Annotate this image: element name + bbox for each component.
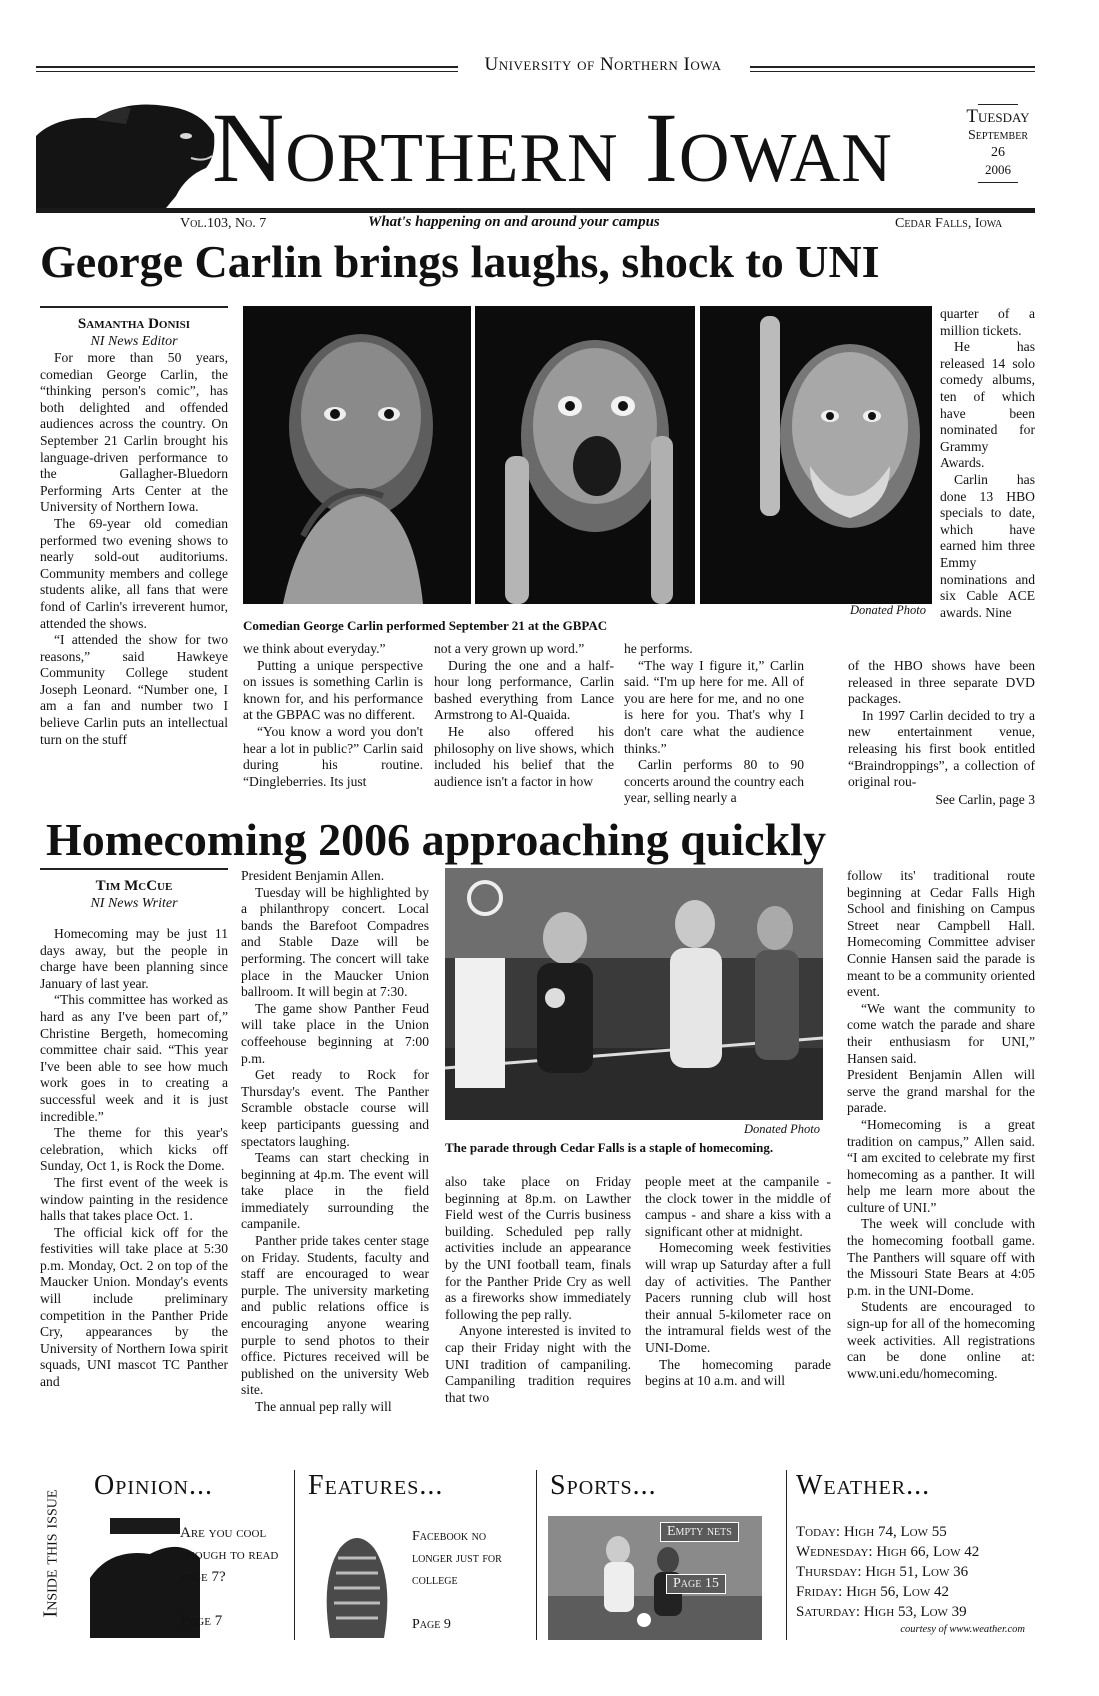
carlin-photo-credit: Donated Photo bbox=[850, 603, 927, 617]
volume-number: Vol.103, No. 7 bbox=[180, 216, 267, 231]
carlin-byline-title: NI News Editor bbox=[90, 334, 178, 349]
sports-banner: Empty nets bbox=[660, 1522, 739, 1542]
article-paragraph: In 1997 Carlin decided to try a new entertainment venue, releasing his first book entitled “Braindroppings”, a collection of original rou- bbox=[848, 707, 1035, 790]
sports-teaser[interactable] bbox=[542, 1466, 778, 1646]
issue-date-number: 26 bbox=[991, 145, 1005, 160]
opinion-line: page 7? bbox=[180, 1569, 226, 1585]
article-paragraph: follow its' traditional route beginning at Cedar Falls High School and finishing on Campus Street near Campbell Hall. Homecoming Committee adviser Connie Hansen said the parade is meant to be a community oriented event. bbox=[847, 868, 1035, 1000]
homecoming-col-3 bbox=[445, 1174, 631, 1406]
article-paragraph: Homecoming may be just 11 days away, but the people in charge have been planning since January of last year. bbox=[40, 926, 228, 991]
weather-row: Saturday: High 53, Low 39 bbox=[796, 1604, 967, 1620]
article-paragraph: Get ready to Rock for Thursday's event. The Panther Scramble obstacle course will keep participants guessing and spectators laughing. bbox=[241, 1067, 429, 1149]
article-paragraph: The official kick off for the festivities will take place at 5:30 p.m. Monday, Oct. 2 on top of the Maucker Union. Monday's events will include preliminary competition in the Panther Pride Cry, appearances by the University of Northern Iowa spirit squads, UNI mascot TC Panther and bbox=[40, 1224, 228, 1390]
article-paragraph: Carlin performs 80 to 90 concerts around the country each year, selling nearly a bbox=[624, 757, 804, 806]
homecoming-byline-name: Tim McCue bbox=[95, 878, 173, 894]
article-paragraph: The first event of the week is window painting in the residence halls that takes place Oct. 1. bbox=[40, 1174, 228, 1224]
article-paragraph: Carlin has done 13 HBO specials to date, which have earned him three Emmy nominations and six Cable ACE awards. Nine bbox=[940, 471, 1035, 620]
article-paragraph: “You know a word you don't hear a lot in public?” Carlin said during his routine. “Dingleberries. Its just bbox=[243, 723, 423, 789]
homecoming-headline: Homecoming 2006 approaching quickly bbox=[46, 814, 826, 865]
homecoming-col-5 bbox=[847, 868, 1035, 1382]
carlin-col-1 bbox=[40, 306, 228, 748]
masthead-rule-left-thin bbox=[36, 71, 458, 72]
inside-label-text: Inside this issue bbox=[39, 1489, 62, 1618]
article-paragraph: The annual pep rally will bbox=[255, 1399, 392, 1414]
issue-year: 2006 bbox=[985, 162, 1011, 177]
weather-title: Weather... bbox=[796, 1470, 931, 1501]
homecoming-photo-caption: The parade through Cedar Falls is a staple of homecoming. bbox=[445, 1140, 774, 1155]
article-paragraph: people meet at the campanile - the clock tower in the middle of campus - and share a kiss with a significant other at midnight. bbox=[645, 1174, 831, 1239]
teaser-divider bbox=[294, 1470, 295, 1640]
carlin-jump-line: See Carlin, page 3 bbox=[935, 791, 1035, 807]
sports-page: Page 15 bbox=[666, 1574, 726, 1594]
article-paragraph: The homecoming parade begins at 10 a.m. and will bbox=[645, 1356, 831, 1389]
weather-forecast bbox=[796, 1522, 979, 1622]
article-paragraph: He also offered his philosophy on live shows, which included his belief that the audience isn't a factor in how bbox=[434, 723, 614, 789]
weather-row: Friday: High 56, Low 42 bbox=[796, 1584, 949, 1600]
location: Cedar Falls, Iowa bbox=[895, 216, 1003, 231]
article-paragraph: “Homecoming is a great tradition on campus,” Allen said. “I am excited to celebrate my first homecoming as a panther. It will help me learn more about the culture of UNI.” bbox=[847, 1116, 1035, 1215]
article-paragraph: not a very grown up word.” bbox=[434, 641, 585, 656]
article-paragraph: The game show Panther Feud will take place in the Union coffeehouse beginning at 7:00 p.m. bbox=[241, 1000, 429, 1066]
weather-row: Today: High 74, Low 55 bbox=[796, 1524, 947, 1540]
article-paragraph: Teams can start checking in beginning at 4p.m. The event will take place in the field immediately surrounding the campanile. bbox=[241, 1150, 429, 1232]
article-paragraph: Putting a unique perspective on issues is something Carlin is known for, and his performance at the GBPAC was no different. bbox=[243, 657, 423, 723]
issue-day: Tuesday bbox=[966, 106, 1030, 127]
article-paragraph: Students are encouraged to sign-up for all of the homecoming week activities. All registrations can be done online at: www.uni.edu/homecoming. bbox=[847, 1299, 1035, 1381]
article-paragraph: Anyone interested is invited to cap their Friday night with the UNI tradition of campaniling. Campaniling tradition requires that two bbox=[445, 1323, 631, 1405]
article-paragraph: The theme for this year's celebration, which kicks off Sunday, Oct 1, is Rock the Dome. bbox=[40, 1125, 228, 1174]
opinion-teaser-text bbox=[180, 1522, 278, 1632]
features-title: Features... bbox=[308, 1470, 444, 1501]
article-paragraph: we think about everyday.” bbox=[243, 641, 386, 656]
article-paragraph: During the one and a half-hour long performance, Carlin bashed everything from Lance Armstrong to Al-Quaida. bbox=[434, 657, 614, 723]
masthead-bottom-rule bbox=[36, 208, 1035, 213]
features-image bbox=[310, 1518, 404, 1638]
article-paragraph: For more than 50 years, comedian George Carlin, the “thinking person's comic”, has both delighted and offended audiences across the country. On September 21 Carlin brought his language-driven performance to the Gallagher-Bluedorn Performing Arts Center at the University of Northern Iowa. bbox=[40, 350, 228, 515]
article-paragraph: “I attended the show for two reasons,” said Hawkeye Community College student Joseph Leonard. “Number one, I am a fan and number two I believe Carlin puts an intellectual turn on the stuff bbox=[40, 632, 228, 747]
university-name: University of Northern Iowa bbox=[484, 54, 722, 75]
weather-row: Wednesday: High 66, Low 42 bbox=[796, 1544, 980, 1560]
article-paragraph: also take place on Friday beginning at 8p.m. on Lawther Field west of the Curris business building. Scheduled pep rally activities include an appearance by the UNI football team, finals for the Panther Pride Cry as well as a fireworks show immediately following the pep rally. bbox=[445, 1174, 631, 1322]
panther-logo bbox=[36, 96, 216, 208]
carlin-col-3 bbox=[434, 641, 614, 790]
carlin-photo-1 bbox=[243, 306, 471, 604]
article-paragraph: Panther pride takes center stage on Friday. Students, faculty and staff are encouraged to wear purple. The university marketing and public relations office is encouraging anyone wearing purple to send photos to their office. Pictures received will be published on the university Web site. bbox=[241, 1233, 429, 1398]
teaser-divider bbox=[786, 1470, 787, 1640]
features-teaser[interactable] bbox=[300, 1466, 530, 1646]
opinion-line: Are you cool bbox=[180, 1525, 267, 1541]
carlin-headline: George Carlin brings laughs, shock to UNI bbox=[40, 236, 880, 287]
features-page: Page 9 bbox=[412, 1617, 451, 1632]
homecoming-photo-credit: Donated Photo bbox=[744, 1122, 821, 1136]
features-line: Facebook no bbox=[412, 1529, 487, 1544]
weather-courtesy: courtesy of www.weather.com bbox=[900, 1624, 1025, 1635]
newspaper-title: Northern Iowan bbox=[212, 92, 893, 203]
opinion-page: Page 7 bbox=[180, 1613, 223, 1629]
inside-this-issue-label bbox=[36, 1466, 66, 1646]
features-line: college bbox=[412, 1573, 458, 1588]
article-paragraph: President Benjamin Allen will serve the grand marshal for the parade. bbox=[847, 1067, 1035, 1116]
masthead-rule-right-thin bbox=[750, 71, 1035, 72]
tagline: What's happening on and around your campus bbox=[368, 214, 660, 230]
teaser-divider bbox=[536, 1470, 537, 1640]
masthead-rule-left bbox=[36, 66, 458, 68]
carlin-photo-3 bbox=[700, 306, 932, 604]
article-paragraph: “The way I figure it,” Carlin said. “I'm up here for me. All of you are here for me, and no one is here for you. That's why I don't care what the audience thinks.” bbox=[624, 657, 804, 756]
carlin-photo-caption: Comedian George Carlin performed September 21 at the GBPAC bbox=[243, 618, 608, 633]
masthead-rule-right bbox=[750, 66, 1035, 68]
homecoming-col-2 bbox=[241, 868, 429, 1416]
opinion-teaser[interactable] bbox=[80, 1466, 294, 1646]
article-paragraph: President Benjamin Allen. bbox=[241, 868, 385, 883]
features-line: longer just for bbox=[412, 1551, 502, 1566]
carlin-byline bbox=[40, 316, 228, 350]
homecoming-byline-title: NI News Writer bbox=[90, 896, 178, 911]
homecoming-parade-photo bbox=[445, 868, 823, 1120]
article-paragraph: “This committee has worked as hard as any I've been part of,” Christine Bergeth, homecoming committee chair said. “This year I've been able to see how much work goes in to creating a successful week and it is just incredible.” bbox=[40, 992, 228, 1124]
article-paragraph: Homecoming week festivities will wrap up Saturday after a full day of activities. The Panther Pacers running club will host their annual 5-kilometer race on the intramural fields west of the UNI-Dome. bbox=[645, 1240, 831, 1355]
article-paragraph: he performs. bbox=[624, 641, 693, 656]
article-paragraph: “We want the community to come watch the parade and share their enthusiasm for UNI,” Hansen said. bbox=[847, 1000, 1035, 1066]
homecoming-col-1 bbox=[40, 868, 228, 1391]
article-paragraph: The week will conclude with the homecoming football game. The Panthers will square off with the Missouri State Bears at 4:05 p.m. in the UNI-Dome. bbox=[847, 1216, 1035, 1298]
sports-title: Sports... bbox=[550, 1470, 657, 1501]
article-paragraph: quarter of a million tickets. bbox=[940, 306, 1035, 338]
carlin-byline-name: Samantha Donisi bbox=[77, 316, 191, 332]
carlin-col-5-top bbox=[940, 306, 1035, 621]
opinion-title: Opinion... bbox=[94, 1470, 213, 1501]
homecoming-col-4 bbox=[645, 1174, 831, 1390]
carlin-photo-2 bbox=[475, 306, 695, 604]
issue-date bbox=[952, 104, 1044, 183]
carlin-col-5 bbox=[848, 658, 1035, 808]
weather-row: Thursday: High 51, Low 36 bbox=[796, 1564, 969, 1580]
carlin-col-2 bbox=[243, 641, 423, 790]
opinion-line: enough to read bbox=[180, 1547, 279, 1563]
article-paragraph: He has released 14 solo comedy albums, ten of which have been nominated for Grammy Awards. bbox=[940, 339, 1035, 471]
article-paragraph: of the HBO shows have been released in three separate DVD packages. bbox=[848, 658, 1035, 707]
features-teaser-text bbox=[412, 1526, 502, 1636]
article-paragraph: The 69-year old comedian performed two evening shows to nearly sold-out auditoriums. Community members and college students alike, all fans that were fond of Carlin's irreverent humor, attended the shows. bbox=[40, 515, 228, 631]
carlin-col-4 bbox=[624, 641, 804, 807]
issue-month: September bbox=[967, 128, 1028, 143]
weather-box bbox=[792, 1466, 1035, 1646]
article-paragraph: Tuesday will be highlighted by a philanthropy concert. Local bands the Barefoot Compadres and Stable Daze will be performing. The concert will take place in the Maucker Union ballroom. It will begin at 7:30. bbox=[241, 884, 429, 1000]
homecoming-byline bbox=[40, 878, 228, 912]
